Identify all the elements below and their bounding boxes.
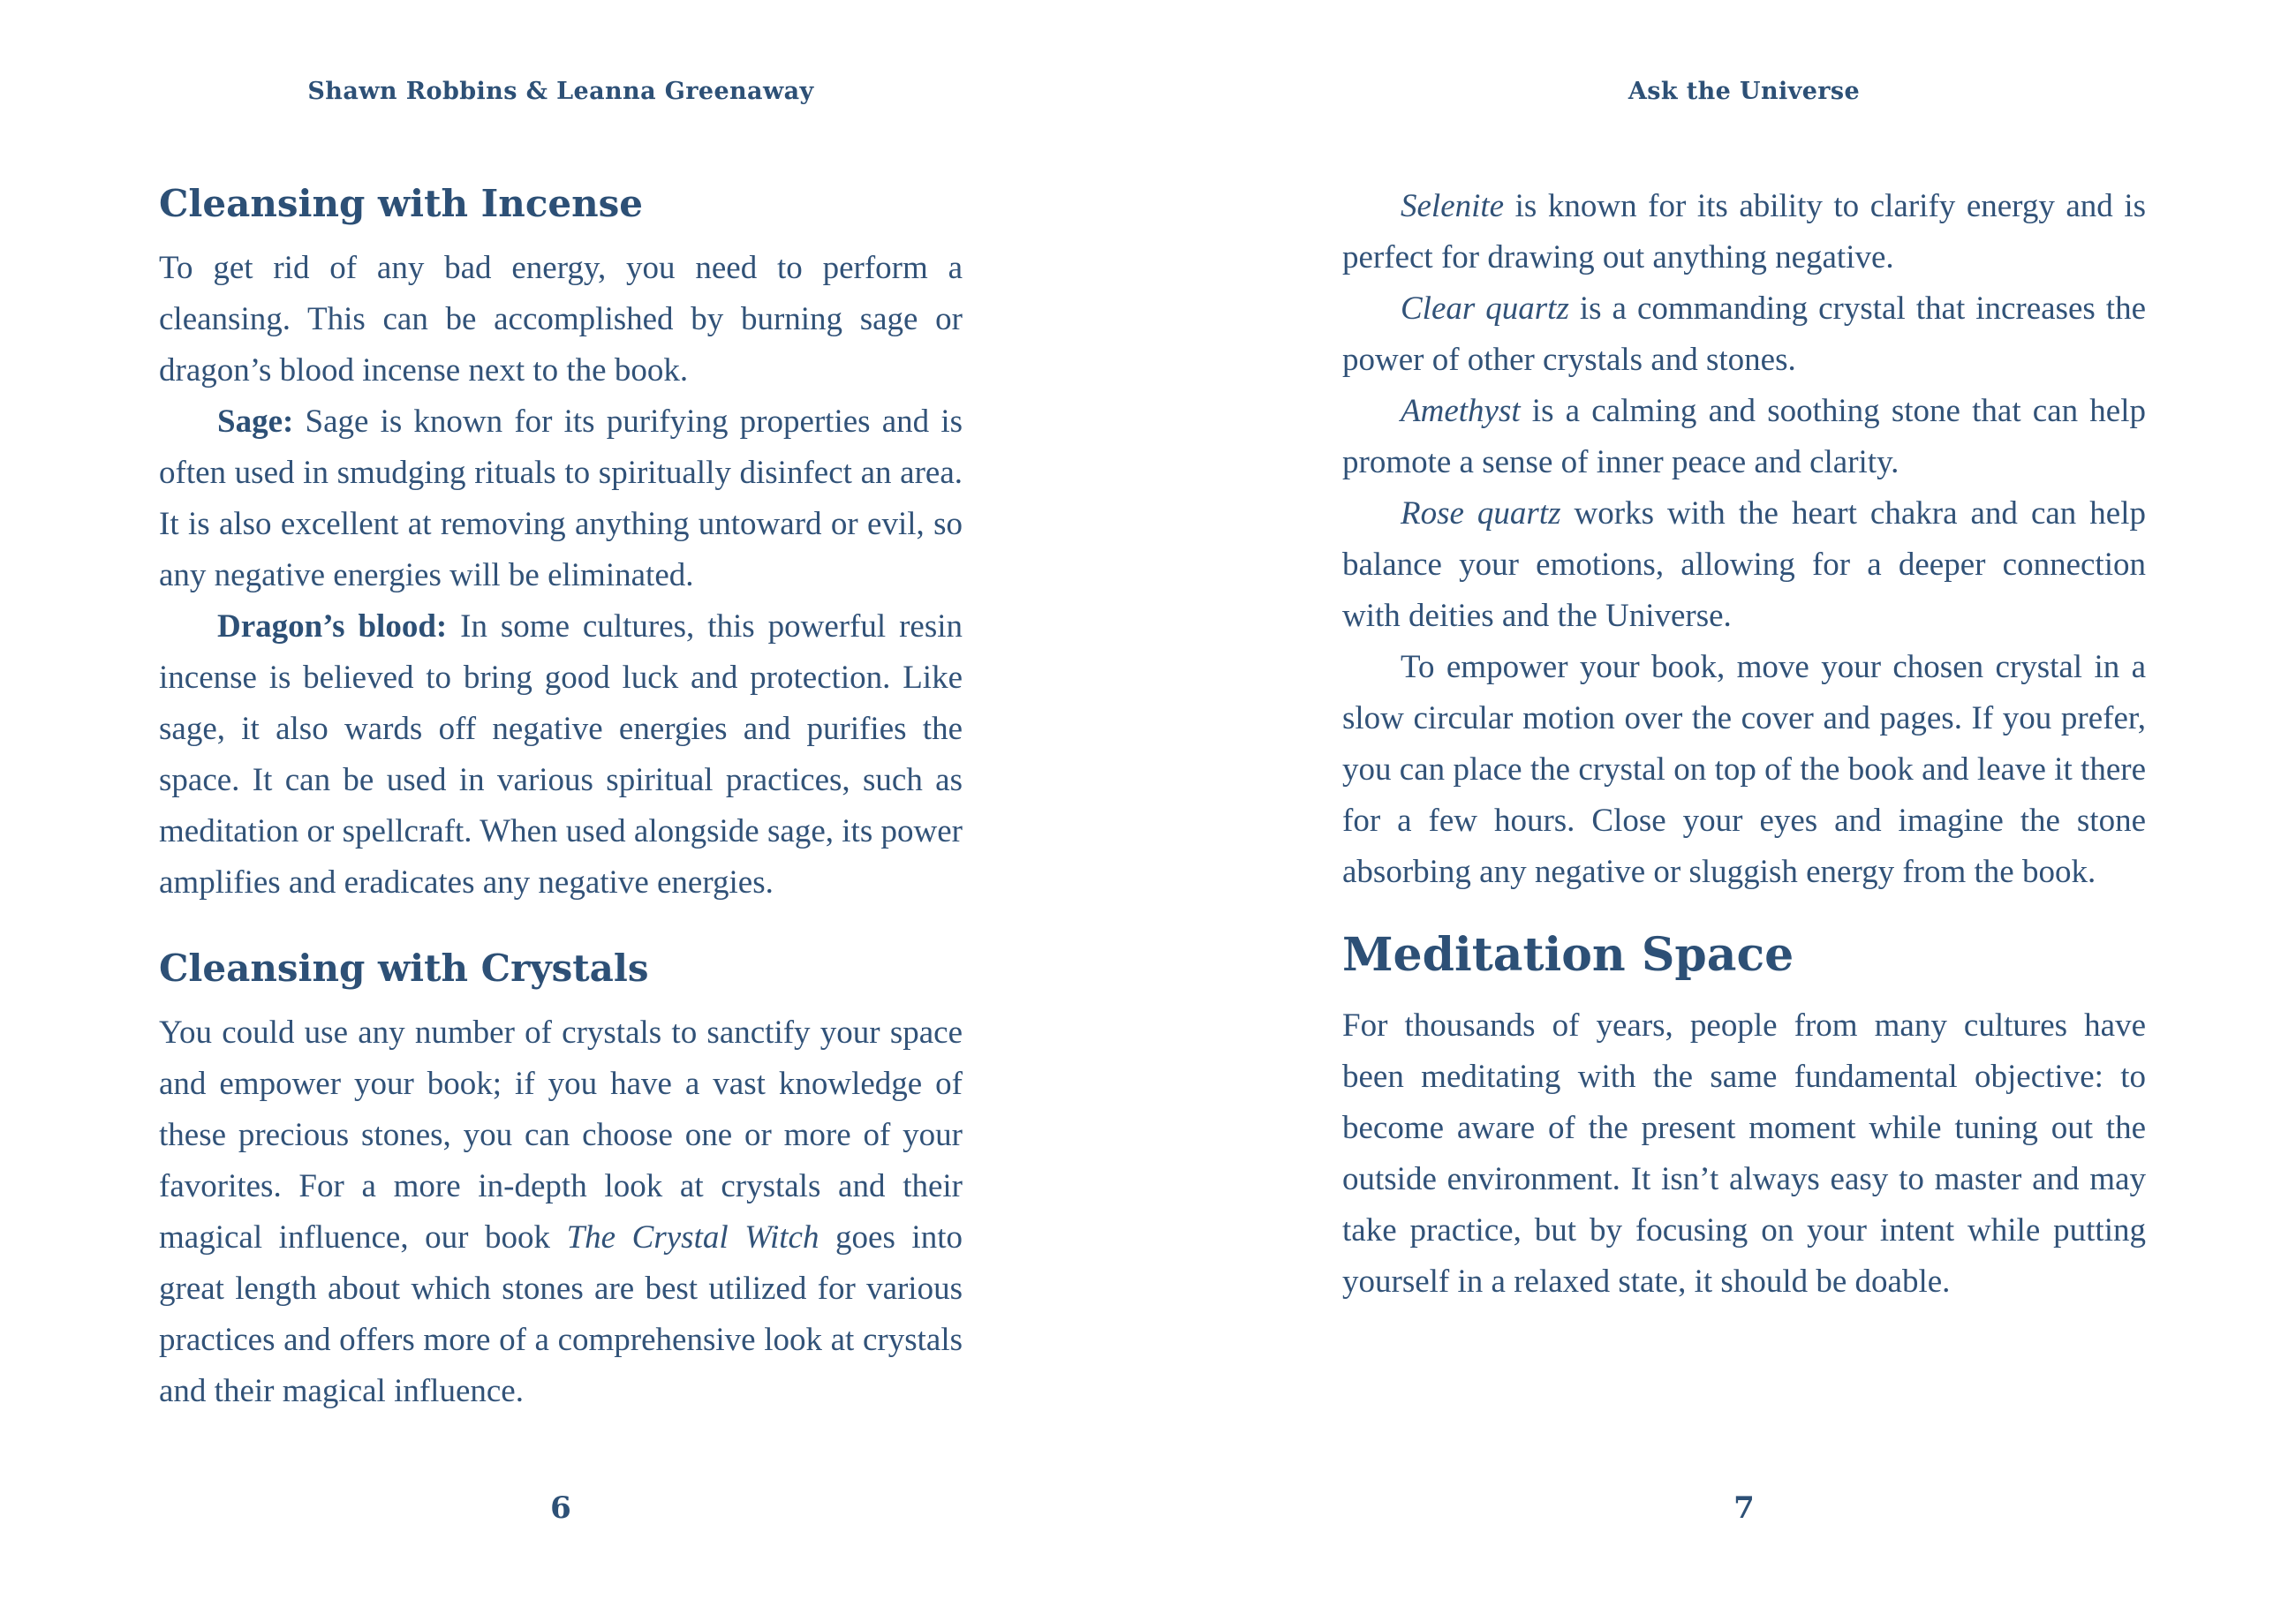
body-paragraph	[1342, 386, 2146, 488]
text-segment: works with the heart chakra and can help balance your emotions, allowing for a deeper connection with deities and the Universe.	[1342, 495, 2146, 634]
running-head-right: Ask the Universe	[1628, 78, 1861, 105]
text-segment: You could use any number of crystals to sanctify your space and empower your book; if you have a vast knowledge of these precious stones, you can choose one or more of your favorites. For a more in-depth look at crystals and their magical influence, our book	[159, 1015, 963, 1256]
page-number-right: 7	[1733, 1490, 1755, 1526]
body-paragraph	[159, 1007, 963, 1417]
body-paragraph	[1342, 1000, 2146, 1308]
text-segment-bold: Sage:	[217, 404, 294, 440]
text-segment: is known for its ability to clarify energy and is perfect for drawing out anything negative.	[1342, 188, 2146, 275]
text-segment-bold: Dragon’s blood:	[217, 608, 448, 645]
text-segment: Sage is known for its purifying properties and is often used in smudging rituals to spiritually disinfect an area. It is also excellent at removing anything untoward or evil, so any negative energies will be eliminated.	[159, 404, 963, 593]
text-segment-italic: Amethyst	[1401, 393, 1521, 429]
body-paragraph	[159, 601, 963, 909]
running-head-left: Shawn Robbins & Leanna Greenaway	[307, 78, 814, 105]
text-segment: In some cultures, this powerful resin incense is believed to bring good luck and protection. Like sage, it also wards off negative energies and purifies the space. It can be used in various spiritual practices, such as meditation or spellcraft. When used alongside sage, its power amplifies and eradicates any negative energies.	[159, 608, 963, 901]
text-segment-italic: Selenite	[1401, 188, 1505, 224]
section-heading: Meditation Space	[1342, 928, 1794, 982]
text-segment-italic: Rose quartz	[1401, 495, 1561, 532]
body-paragraph	[1342, 642, 2146, 898]
section-heading: Cleansing with Incense	[159, 182, 644, 225]
text-segment-italic: Clear quartz	[1401, 290, 1569, 327]
section-heading: Cleansing with Crystals	[159, 947, 649, 990]
text-segment: goes into great length about which stones are best utilized for various practices and offers more of a comprehensive look at crystals and their magical influence.	[159, 1219, 963, 1409]
body-paragraph	[1342, 488, 2146, 642]
text-segment: To get rid of any bad energy, you need to perform a cleansing. This can be accomplished by burning sage or dragon’s blood incense next to the book.	[159, 250, 963, 389]
text-segment: For thousands of years, people from many cultures have been meditating with the same fundamental objective: to become aware of the present moment while tuning out the outside environment. It isn’t always easy to master and may take practice, but by focusing on your intent while putting yourself in a relaxed state, it should be doable.	[1342, 1007, 2146, 1300]
text-segment-italic: The Crystal Witch	[566, 1219, 819, 1256]
body-paragraph	[159, 243, 963, 396]
text-segment: is a commanding crystal that increases the power of other crystals and stones.	[1342, 290, 2147, 378]
body-paragraph	[1342, 283, 2146, 386]
page-left-content	[159, 181, 963, 1417]
body-paragraph	[159, 396, 963, 601]
page-number-left: 6	[550, 1490, 571, 1526]
body-paragraph	[1342, 181, 2146, 283]
page-right-content	[1342, 181, 2146, 1308]
text-segment: is a calming and soothing stone that can help promote a sense of inner peace and clarity.	[1342, 393, 2146, 480]
text-segment: To empower your book, move your chosen crystal in a slow circular motion over the cover and pages. If you prefer, you can place the crystal on top of the book and leave it there for a few hours. Close your eyes and imagine the stone absorbing any negative or sluggish energy from the book.	[1342, 649, 2146, 890]
